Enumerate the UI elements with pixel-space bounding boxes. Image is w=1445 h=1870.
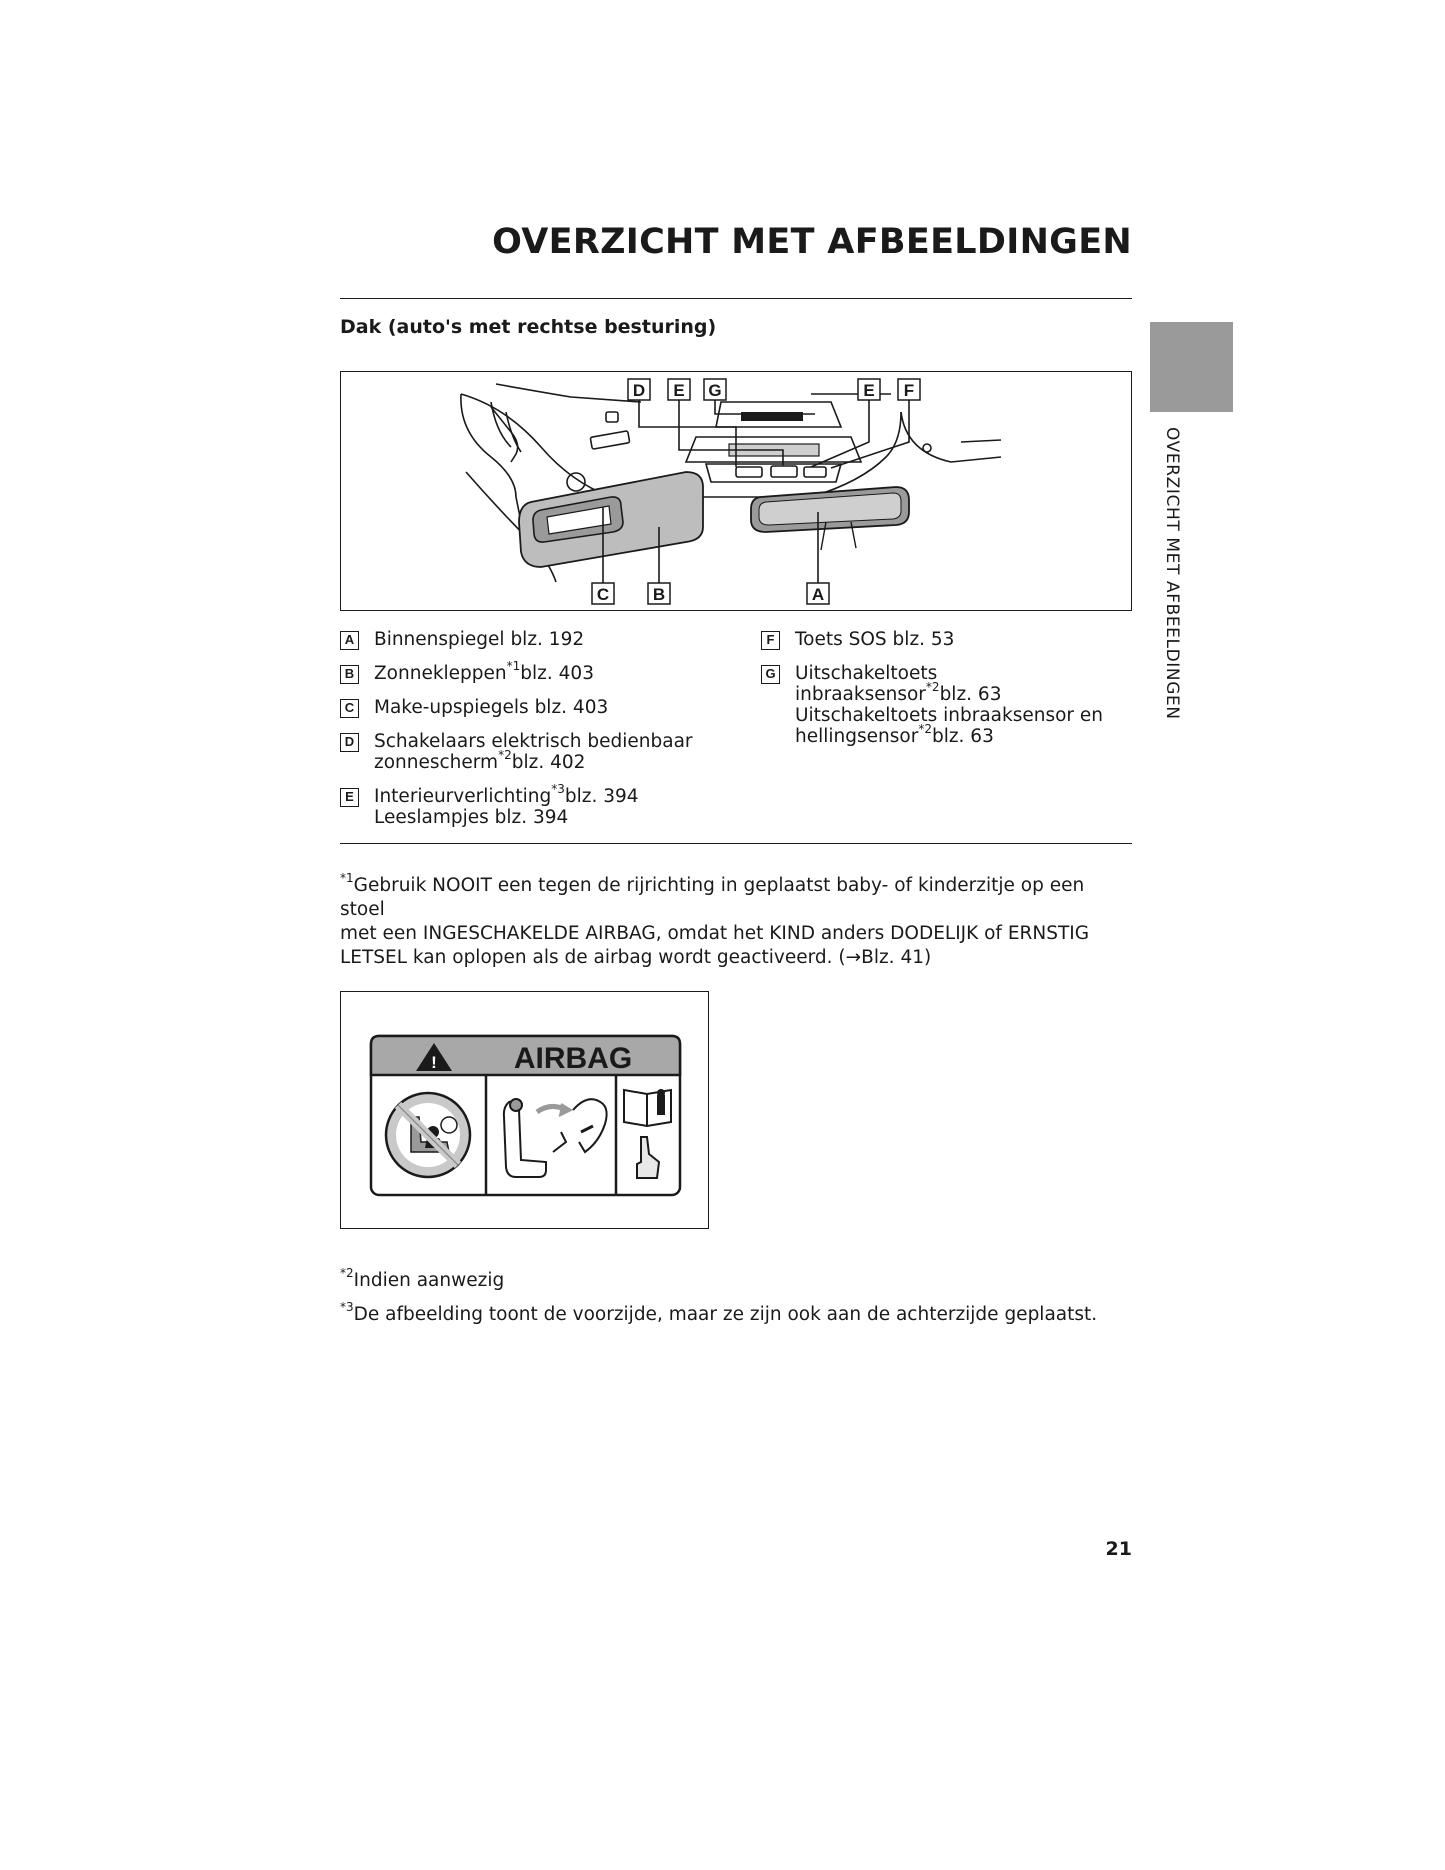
footnote-ref: *1 bbox=[506, 658, 521, 673]
footnote-1 bbox=[340, 870, 1132, 970]
footnote-ref: *3 bbox=[551, 781, 565, 796]
legend-page-ref: blz. 63 bbox=[939, 684, 1002, 705]
legend-item-D bbox=[340, 731, 740, 773]
legend-text: hellingsensor bbox=[795, 726, 919, 747]
legend-divider bbox=[340, 843, 1132, 844]
footnote-2 bbox=[340, 1265, 1132, 1293]
legend-page-ref: blz. 403 bbox=[520, 663, 594, 684]
footnote-ref: *2 bbox=[925, 679, 940, 694]
badge-E: E bbox=[340, 788, 359, 807]
badge-B: B bbox=[340, 665, 359, 684]
legend-item-F bbox=[761, 629, 1141, 650]
airbag-label-figure bbox=[340, 991, 709, 1229]
no-rear-facing-seat-icon bbox=[386, 1093, 470, 1177]
legend-text: Zonnekleppen bbox=[374, 663, 507, 684]
section-heading: Dak (auto's met rechtse besturing) bbox=[340, 316, 717, 338]
footnote-mark: *1 bbox=[340, 870, 354, 885]
badge-A: A bbox=[340, 631, 359, 650]
page-title: OVERZICHT MET AFBEELDINGEN bbox=[492, 222, 1132, 262]
legend-item-A bbox=[340, 629, 740, 650]
chapter-tab bbox=[1150, 322, 1233, 412]
legend-text: Uitschakeltoets inbraaksensor en bbox=[795, 705, 1104, 726]
label-A-diagram: A bbox=[811, 585, 825, 604]
airbag-warning-label bbox=[341, 992, 710, 1230]
footnote-ref: *2 bbox=[498, 747, 512, 762]
legend-item-B bbox=[340, 658, 740, 684]
footnote-3 bbox=[340, 1299, 1132, 1327]
legend-text: Binnenspiegel blz. 192 bbox=[374, 629, 585, 650]
label-G-diagram: G bbox=[708, 381, 722, 400]
legend-item-E bbox=[340, 781, 740, 828]
legend-item-C bbox=[340, 697, 740, 718]
header-divider bbox=[340, 298, 1132, 299]
legend-text: Schakelaars elektrisch bedienbaar bbox=[374, 731, 693, 752]
label-C-diagram: C bbox=[596, 585, 610, 604]
footnote-mark: *2 bbox=[340, 1265, 354, 1280]
badge-F: F bbox=[761, 631, 780, 650]
footnote-text: LETSEL kan oplopen als de airbag wordt geactiveerd. (→Blz. 41) bbox=[340, 947, 932, 968]
chapter-tab-label: OVERZICHT MET AFBEELDINGEN bbox=[1162, 427, 1182, 720]
airbag-title: AIRBAG bbox=[513, 1042, 633, 1075]
warning-symbol: ! bbox=[431, 1053, 437, 1072]
legend-text: inbraaksensor bbox=[795, 684, 926, 705]
label-E2-diagram: E bbox=[863, 381, 875, 400]
legend-left bbox=[340, 629, 740, 841]
footnote-ref: *2 bbox=[918, 721, 932, 736]
badge-D: D bbox=[340, 733, 359, 752]
label-E-diagram: E bbox=[673, 381, 685, 400]
legend-right bbox=[761, 629, 1141, 760]
legend-text: Uitschakeltoets bbox=[795, 663, 938, 684]
roof-diagram bbox=[340, 371, 1132, 611]
legend-text: Toets SOS blz. 53 bbox=[795, 629, 955, 650]
label-D-diagram: D bbox=[632, 381, 646, 400]
legend-text: Interieurverlichting bbox=[374, 786, 552, 807]
badge-G: G bbox=[761, 665, 780, 684]
roof-illustration bbox=[341, 372, 1132, 611]
legend-text: Leeslampjes blz. 394 bbox=[374, 807, 569, 828]
page-number: 21 bbox=[1105, 1538, 1132, 1560]
legend-text: Make-upspiegels blz. 403 bbox=[374, 697, 609, 718]
legend-page-ref: blz. 394 bbox=[564, 786, 639, 807]
badge-C: C bbox=[340, 699, 359, 718]
legend-page-ref: blz. 402 bbox=[511, 752, 586, 773]
legend-page-ref: blz. 63 bbox=[931, 726, 994, 747]
footnote-text: Indien aanwezig bbox=[353, 1270, 505, 1291]
footnote-mark: *3 bbox=[340, 1299, 354, 1314]
footnote-text: met een INGESCHAKELDE AIRBAG, omdat het KIND anders DODELIJK of ERNSTIG bbox=[340, 923, 1090, 944]
label-B-diagram: B bbox=[652, 585, 666, 604]
legend-item-G bbox=[761, 663, 1141, 747]
legend-text: zonnescherm bbox=[374, 752, 499, 773]
footnote-text: De afbeelding toont de voorzijde, maar ze zijn ook aan de achterzijde geplaatst. bbox=[353, 1304, 1098, 1325]
footnote-text: Gebruik NOOIT een tegen de rijrichting in geplaatst baby- of kinderzitje op een stoel bbox=[340, 875, 1085, 920]
label-F-diagram: F bbox=[903, 381, 915, 400]
